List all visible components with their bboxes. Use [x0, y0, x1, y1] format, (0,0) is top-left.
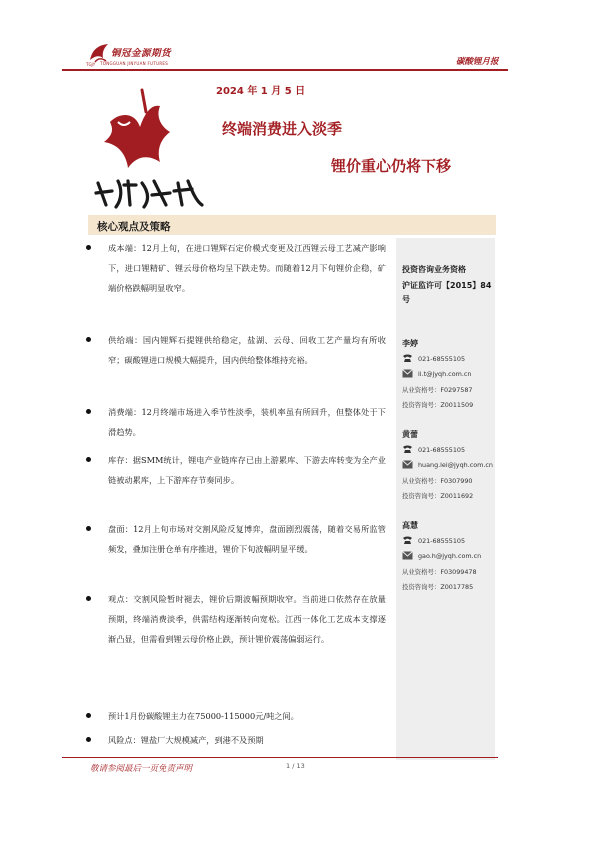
- analyst-sidebar: [396, 238, 495, 760]
- company-name: 铜冠金源期货: [111, 48, 172, 59]
- footer-disclaimer: 敬请参阅最后一页免责声明: [90, 764, 193, 774]
- qualification-title: 投资咨询业务资格: [402, 265, 466, 274]
- mail-icon: [402, 460, 413, 469]
- bullet-dot-icon: [86, 245, 91, 250]
- page-number: 1 / 13: [286, 762, 305, 770]
- bullet-market: [86, 519, 386, 559]
- analyst-email[interactable]: li.t@jyqh.com.cn: [418, 370, 472, 378]
- bullet-text: 风险点：锂盐厂大规模减产，到港不及预期: [108, 735, 264, 745]
- analyst-email[interactable]: gao.h@jyqh.com.cn: [418, 552, 482, 560]
- analyst-consult-number: 投资咨询号：Z0011509: [402, 401, 474, 409]
- analyst-name: 黄蕾: [402, 430, 418, 439]
- phone-icon: [402, 354, 413, 363]
- license-number-cont: 号: [402, 295, 410, 304]
- bullet-dot-icon: [86, 526, 91, 531]
- mail-icon: [402, 551, 413, 560]
- section-title: 核心观点及策略: [97, 221, 171, 233]
- bullet-text: 成本端：12月上旬，在进口锂辉石定价模式变更及江西锂云母工艺减产影响下，进口锂精矿、锂云母价格均呈下跌走势。而随着12月下旬锂价企稳，矿端价格跌幅明显收窄。: [108, 243, 386, 293]
- brand-calligraphy-icon: [92, 175, 210, 211]
- headline: 终端消费进入淡季: [222, 120, 343, 138]
- analyst-practice-number: 从业资格号：F03099478: [402, 568, 477, 576]
- analyst-consult-number: 投资咨询号：Z0017785: [402, 583, 474, 591]
- bullet-cost: [86, 238, 386, 298]
- phone-icon: [402, 445, 413, 454]
- bullet-dot-icon: [86, 409, 91, 414]
- bullet-risk: [86, 730, 386, 750]
- bullet-view: [86, 589, 386, 649]
- bullet-text: 供给端：国内锂辉石提锂供给稳定，盐湖、云母、回收工艺产量均有所收窄；碳酸锂进口规模大幅提升，国内供给整体维持充裕。: [108, 335, 386, 365]
- bullet-forecast: [86, 706, 386, 726]
- footer-divider: [62, 757, 498, 758]
- analyst-practice-number: 从业资格号：F0297587: [402, 386, 473, 394]
- brand-script-text: [92, 175, 93, 176]
- phone-icon: [402, 536, 413, 545]
- bullet-text: 观点：交割风险暂时褪去，锂价后期波幅预期收窄。当前进口依然存在放量预期，终端消费淡季，供需结构逐渐转向宽松。江西一体化工艺成本支撑逐渐凸显，但需看到锂云母价格止跌，预计锂价震荡偏弱运行。: [108, 594, 386, 644]
- bullet-demand: [86, 402, 386, 442]
- bullet-dot-icon: [86, 596, 91, 601]
- bullet-text: 消费端：12月终端市场进入季节性淡季，装机率虽有所回升，但整体处于下滑趋势。: [108, 407, 386, 437]
- report-date: 2024 年 1 月 5 日: [216, 86, 306, 97]
- logo-badge: TGJY: [86, 62, 96, 67]
- analyst-name: 李婷: [402, 339, 418, 348]
- bullet-supply: [86, 330, 386, 370]
- analyst-email[interactable]: huang.lei@jyqh.com.cn: [418, 461, 493, 469]
- analyst-phone: 021-68555105: [418, 537, 466, 545]
- bullet-text: 库存：据SMM统计，锂电产业链库存已由上游累库、下游去库转变为全产业链被动累库，上下游库存节奏同步。: [108, 455, 386, 485]
- bullet-dot-icon: [86, 713, 91, 718]
- bullet-dot-icon: [86, 337, 91, 342]
- header-divider: [62, 69, 508, 71]
- license-number: 沪证监许可【2015】84: [402, 281, 492, 290]
- document-type: 碳酸锂月报: [456, 57, 499, 67]
- mail-icon: [402, 369, 413, 378]
- bullet-dot-icon: [86, 737, 91, 742]
- analyst-phone: 021-68555105: [418, 446, 466, 454]
- analyst-phone: 021-68555105: [418, 355, 466, 363]
- bullet-text: 预计1月份碳酸锂主力在75000-115000元/吨之间。: [108, 711, 299, 721]
- subheadline: 锂价重心仍将下移: [331, 157, 452, 175]
- analyst-practice-number: 从业资格号：F0307990: [402, 477, 473, 485]
- bullet-inventory: [86, 450, 386, 490]
- bullet-text: 盘面：12月上旬市场对交割风险反复博弈，盘面剧烈震荡，随着交易所监管频发，叠加注册仓单有序推进，锂价下旬波幅明显平缓。: [108, 524, 386, 554]
- bullet-dot-icon: [86, 457, 91, 462]
- analyst-consult-number: 投资咨询号：Z0011692: [402, 492, 474, 500]
- company-name-en: TONGGUAN JINYUAN FUTURES: [100, 61, 169, 66]
- analyst-name: 高慧: [402, 521, 418, 530]
